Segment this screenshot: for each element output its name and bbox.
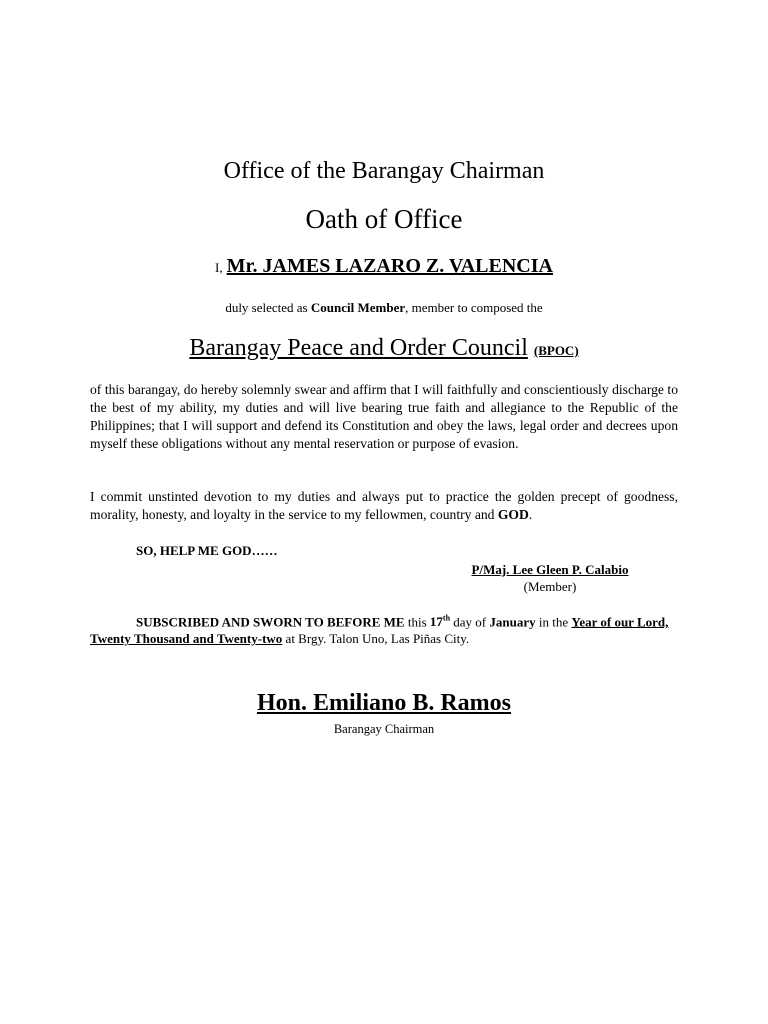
selection-before: duly selected as <box>225 300 308 315</box>
sworn-day: 17 <box>429 614 443 630</box>
oath-paragraph-2-text: I commit unstinted devotion to my duties and always put to practice the golden precept of goodness, morality, honesty, and loyalty in the service to my fellowmen, country and <box>90 489 678 522</box>
sworn-lead: SUBSCRIBED AND SWORN TO BEFORE ME <box>136 614 405 630</box>
sworn-day-suffix: th <box>442 614 451 623</box>
witness-name: P/Maj. Lee Gleen P. Calabio <box>471 562 629 577</box>
selection-line <box>0 300 768 316</box>
sworn-in-the: in the <box>538 614 569 630</box>
witness-role: (Member) <box>523 579 577 594</box>
sworn-month: January <box>489 614 536 630</box>
sworn-day-of: day of <box>453 614 487 630</box>
council-heading <box>0 335 768 362</box>
office-heading: Office of the Barangay Chairman <box>223 158 545 184</box>
witness-signature-block <box>420 561 680 595</box>
council-abbr: (BPOC) <box>533 343 579 358</box>
sworn-place: at Brgy. Talon Uno, Las Piñas City. <box>285 631 470 647</box>
oath-paragraph-2-god: GOD <box>497 507 529 522</box>
document-title: Oath of Office <box>305 204 463 234</box>
so-help-line: SO, HELP ME GOD…… <box>136 543 278 558</box>
sworn-statement <box>90 610 680 647</box>
oath-paragraph-2-end: . <box>528 507 533 522</box>
selection-after: , member to composed the <box>405 300 543 315</box>
oath-taker-name: Mr. JAMES LAZARO Z. VALENCIA <box>226 255 553 277</box>
oath-paragraph-2 <box>90 488 678 524</box>
oath-taker-line <box>0 255 768 278</box>
selection-position: Council Member <box>310 300 406 315</box>
sworn-year: Year of our Lord, Twenty Thousand and Twenty-two <box>90 614 669 647</box>
sworn-this: this <box>407 614 427 630</box>
oath-taker-prefix: I, <box>215 260 223 275</box>
chairman-role: Barangay Chairman <box>333 722 435 736</box>
chairman-name: Hon. Emiliano B. Ramos <box>256 690 512 716</box>
council-name: Barangay Peace and Order Council <box>189 335 528 361</box>
oath-paragraph-1: of this barangay, do hereby solemnly swear and affirm that I will faithfully and conscientiously discharge to the best of my ability, my duties and will live bearing true faith and allegiance to the Republic of the Philippines; that I will support and defend its Constitution and obey the laws, legal order and decrees upon myself these obligations without any mental reservation or purpose of evasion. <box>90 382 678 451</box>
